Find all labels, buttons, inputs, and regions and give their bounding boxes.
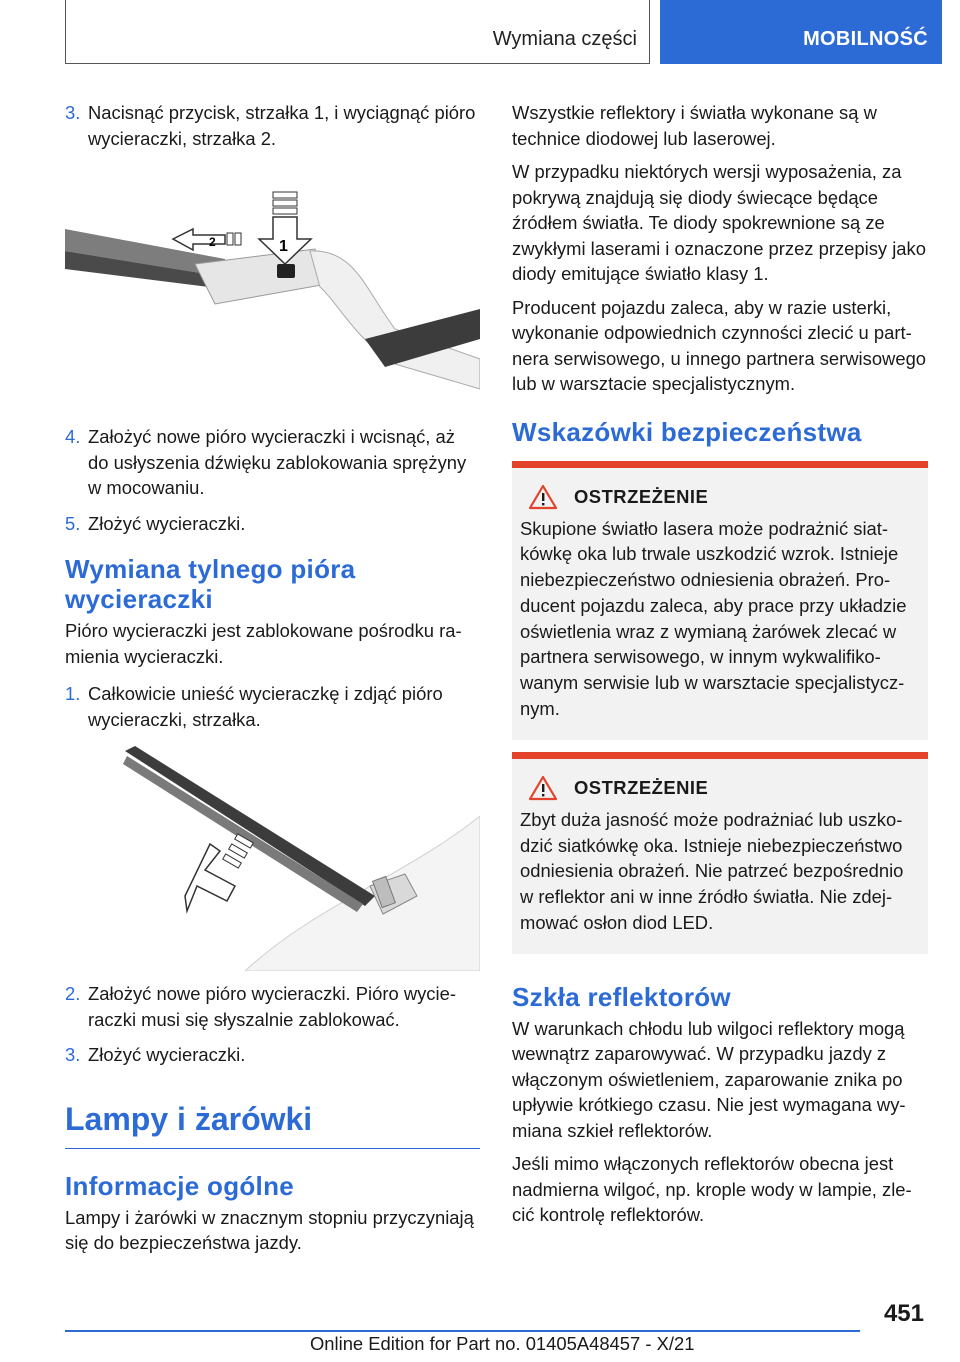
step-list [65,424,480,536]
step-text: Złożyć wycieraczki. [88,1044,246,1065]
chapter-heading-lamps: Lampy i żarówki [65,1100,480,1149]
warning-box [512,461,928,740]
warning-header [520,484,920,510]
paragraph: W przypadku niektórych wersji wyposażenia, za pokrywą znajdują się diody świecące będące źródłem światła. Te diody spokrewnione są ze zwykłymi laserami i oznaczone przez przepisy jako diody emitujące światło klasy 1. [512,161,926,284]
chapter-title: MOBILNOŚĆ [803,28,928,50]
section-box [65,0,650,64]
section-title: Wymiana części [492,28,637,50]
step-text: Założyć nowe pióro wycieraczki. Pióro wycieraczki musi się słyszalnie zablokować. [88,983,456,1030]
footer-edition: Online Edition for Part no. 01405A48457 - X/21 [310,1333,695,1354]
paragraph: Wszystkie reflektory i światła wykonane są w technice diodowej lub laserowej. [512,102,877,149]
wiper-rear-illustration [65,746,480,971]
wiper-rear-figure [65,746,480,971]
paragraph: Pióro wycieraczki jest zablokowane pośrodku ramienia wycieraczki. [65,620,462,667]
step-number: 4. [65,426,81,447]
warning-header [520,775,920,801]
warning-text: Skupione światło lasera może podrażnić siatkówkę oka lub trwale uszkodzić wzrok. Istnieje niebezpieczeństwo odniesienia obrażeń. Producent pojazdu zaleca, aby prace przy układzie oświetlenia wraz z wymianą żarówek zlecać w partnera serwisowego, w innym wykwalifikowanym serwisie lub w warsztacie specjalistycznym. [520,517,907,720]
warning-title: OSTRZEŻENIE [574,485,709,507]
warning-triangle-icon [528,484,558,510]
right-column [512,100,928,1228]
paragraph: W warunkach chłodu lub wilgoci reflektory mogą wewnątrz zaparowywać. W przypadku jazdy z włączonym oświetleniem, zaparowanie znika po upływie krótkiego czasu. Nie jest wymagana wymiana szkieł reflektorów. [512,1017,906,1141]
wiper-front-figure [65,189,480,414]
step-number: 5. [65,512,81,534]
step-text: Całkowicie unieść wycieraczkę i zdjąć pióro wycieraczki, strzałka. [88,683,443,730]
warning-triangle-icon [528,775,558,801]
list-item [65,1042,480,1068]
step-number: 2. [65,983,81,1004]
footer-divider [65,1330,860,1332]
step-number: 3. [65,1044,81,1065]
section-heading-glass: Szkła reflektorów [512,981,731,1012]
paragraph: Lampy i żarówki w znacznym stopniu przyczyniają się do bezpieczeństwa jazdy. [65,1206,474,1253]
step-list [65,681,480,732]
step-text: Nacisnąć przycisk, strzałka 1, i wyciągnąć pióro wycieraczki, strzałka 2. [88,102,476,149]
list-item [65,981,480,1032]
list-item [65,511,480,537]
wiper-front-illustration [65,189,480,414]
step-list [65,100,480,151]
step-text: Założyć nowe pióro wycieraczki i wcisnąć, aż do usłyszenia dźwięku zablokowania sprężyny w mocowaniu. [88,426,467,498]
paragraph: Producent pojazdu zaleca, aby w razie usterki, wykonanie odpowiednich czynności zlecić u partnera serwisowego, u innego partnera serwisowego lub w warsztacie specjalistycznym. [512,296,927,394]
warning-box [512,752,928,954]
page-header [0,0,960,64]
section-heading-safety: Wskazówki bezpieczeństwa [512,416,862,447]
step-list [65,981,480,1068]
arrow-label-1: 1 [279,238,288,255]
paragraph: Jeśli mimo włączonych reflektorów obecna jest nadmierna wilgoć, np. krople wody w lampie, zlecić kontrolę reflektorów. [512,1153,912,1226]
step-text: Złożyć wycieraczki. [88,512,246,534]
list-item [65,100,480,151]
step-number: 3. [65,102,81,123]
warning-text: Zbyt duża jasność może podrażniać lub uszkodzić siatkówkę oka. Istnieje niebezpieczeństwo odniesienia obrażeń. Nie patrzeć bezpośrednio w reflektor ani w inne źródło światła. Nie zdejmować osłon diod LED. [520,808,904,934]
left-column [65,100,480,1256]
arrow-label-2: 2 [209,235,216,249]
chapter-tab[interactable] [660,0,942,64]
section-heading-rear-wiper: Wymiana tylnego pióra wycieraczki [65,554,356,614]
page-number: 451 [883,1300,924,1327]
section-heading-general: Informacje ogólne [65,1170,295,1201]
list-item [65,424,480,501]
step-number: 1. [65,683,81,704]
list-item [65,681,480,732]
warning-title: OSTRZEŻENIE [574,776,709,798]
